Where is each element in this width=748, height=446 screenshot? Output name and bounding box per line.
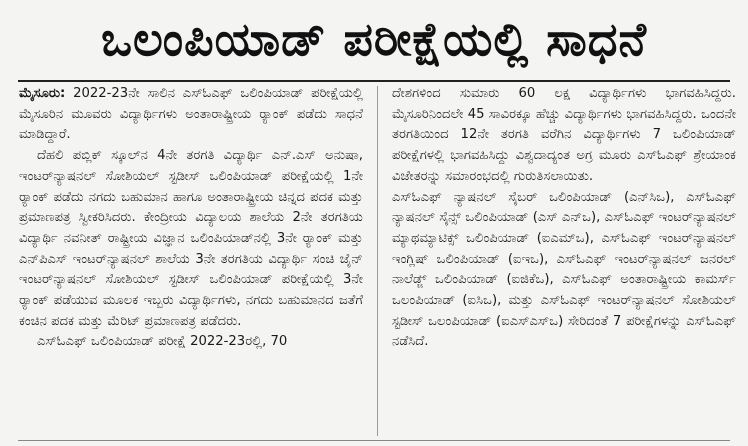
headline: ಒಲಂಪಿಯಾಡ್ ಪರೀಕ್ಷೆಯಲ್ಲಿ ಸಾಧನೆ bbox=[101, 12, 647, 66]
headline-rule bbox=[18, 80, 730, 82]
column-divider bbox=[377, 86, 378, 436]
article-column-right bbox=[392, 84, 736, 353]
article-paragraph-3: ಎಸ್‌ಓಎಫ್ ಒಲಿಂಪಿಯಾಡ್ ಪರೀಕ್ಷೆ 2022-23ರಲ್ಲಿ, 70 bbox=[37, 334, 288, 350]
article-column-left bbox=[19, 84, 363, 353]
bottom-rule bbox=[18, 440, 730, 441]
article-paragraph-1-text: 2022-23ನೇ ಸಾಲಿನ ಎಸ್‌ಓಎಫ್ ಒಲಿಂಪಿಯಾಡ್ ಪರೀಕ್ಷೆಯಲ್ಲಿ ಮೈಸೂರಿನ ಮೂವರು ವಿದ್ಯಾರ್ಥಿಗಳು ಅಂತಾರಾಷ್ಟ್ರೀಯ ರ‍್ಯಾಂಕ್ ಪಡೆದು ಸಾಧನೆ ಮಾಡಿದ್ದಾರೆ. bbox=[19, 86, 363, 143]
article-paragraph-4: ದೇಶಗಳಿಂದ ಸುಮಾರು 60 ಲಕ್ಷ ವಿದ್ಯಾರ್ಥಿಗಳು ಭಾಗವಹಿಸಿದ್ದರು. ಮೈಸೂರಿನಿಂದಲೇ 45 ಸಾವಿರಕ್ಕೂ ಹೆಚ್ಚು ವಿದ್ಯಾರ್ಥಿಗಳು ಭಾಗವಹಿಸಿದ್ದರು. ಒಂದನೇ ತರಗತಿಯಿಂದ 12ನೇ ತರಗತಿ ವರೆಗಿನ ವಿದ್ಯಾರ್ಥಿಗಳು 7 ಒಲಿಂಪಿಯಾಡ್ ಪರೀಕ್ಷೆಗಳಲ್ಲಿ ಭಾಗವಹಿಸಿದ್ದು ವಿಶ್ವದಾದ್ಯಂತ ಅಗ್ರ ಮೂರು ಎಸ್‌ಓಎಫ್ ಶ್ರೇಯಾಂಕ ವಿಜೇತರನ್ನು ಸಮಾರಂಭದಲ್ಲಿ ಗುರುತಿಸಲಾಯಿತು. bbox=[392, 86, 736, 184]
article-paragraph-1 bbox=[19, 84, 363, 146]
dateline: ಮೈಸೂರು: bbox=[19, 86, 66, 101]
article-paragraph-2: ದೆಹಲಿ ಪಬ್ಲಿಕ್ ಸ್ಕೂಲ್‌ನ 4ನೇ ತರಗತಿ ವಿದ್ಯಾರ್ಥಿ ಎನ್.ಎಸ್ ಅನುಷಾ, ಇಂಟರ್‌ನ್ಯಾಷನಲ್ ಸೋಶಿಯಲ್ ಸ್ಟಡೀಸ್ ಒಲಿಂಪಿಯಾಡ್ ಪರೀಕ್ಷೆಯಲ್ಲಿ 1ನೇ ರ‍್ಯಾಂಕ್ ಪಡೆದು ನಗದು ಬಹುಮಾನ ಹಾಗೂ ಅಂತಾರಾಷ್ಟ್ರೀಯ ಚಿನ್ನದ ಪದಕ ಮತ್ತು ಪ್ರಮಾಣಪತ್ರ ಸ್ವೀಕರಿಸಿದರು. ಕೇಂದ್ರೀಯ ವಿದ್ಯಾಲಯ ಶಾಲೆಯ 2ನೇ ತರಗತಿಯ ವಿದ್ಯಾರ್ಥಿ ನವನೀತ್ ರಾಷ್ಟ್ರೀಯ ವಿಜ್ಞಾನ ಒಲಿಂಪಿಯಾಡ್‌ನಲ್ಲಿ 3ನೇ ರ‍್ಯಾಂಕ್ ಮತ್ತು ಎನ್‌ಪಿಎಸ್ ಇಂಟರ್‌ನ್ಯಾಷನಲ್ ಶಾಲೆಯ 3ನೇ ತರಗತಿಯ ವಿದ್ಯಾರ್ಥಿ ಸಂಚಿ ಜೈನ್ ಇಂಟರ್‌ನ್ಯಾಷನಲ್ ಸೋಶಿಯಲ್ ಸ್ಟಡೀಸ್ ಒಲಿಂಪಿಯಾಡ್ ಪರೀಕ್ಷೆಯಲ್ಲಿ 3ನೇ ರ‍್ಯಾಂಕ್ ಪಡೆಯುವ ಮೂಲಕ ಇಬ್ಬರು ವಿದ್ಯಾರ್ಥಿಗಳು, ನಗದು ಬಹುಮಾನದ ಜತೆಗೆ ಕಂಚಿನ ಪದಕ ಮತ್ತು ಮೆರಿಟ್ ಪ್ರಮಾಣಪತ್ರ ಪಡೆದರು. bbox=[19, 148, 363, 329]
article-paragraph-5: ಎಸ್‌ಓಎಫ್ ನ್ಯಾಷನಲ್ ಸೈಬರ್ ಒಲಿಂಪಿಯಾಡ್ (ಎನ್‌ಸಿಒ), ಎಸ್‌ಓಎಫ್ ನ್ಯಾಷನಲ್ ಸೈನ್ಸ್ ಒಲಿಂಪಿಯಾಡ್ (ಎಸ್ ಎನ್‌ಒ), ಎಸ್‌ಓಎಫ್ ಇಂಟರ್‌ನ್ಯಾಷನಲ್ ಮ್ಯಾಥಮ್ಯಾಟಿಕ್ಸ್ ಒಲಿಂಪಿಯಾಡ್ (ಐಎಮ್‌ಒ), ಎಸ್‌ಓಎಫ್ ಇಂಟರ್‌ನ್ಯಾಷನಲ್ ಇಂಗ್ಲಿಷ್ ಒಲಿಂಪಿಯಾಡ್ (ಐಇಒ), ಎಸ್‌ಓಎಫ್ ಇಂಟರ್‌ನ್ಯಾಷನಲ್ ಜನರಲ್ ನಾಲೆಡ್ಜ್ ಒಲಿಂಪಿಯಾಡ್ (ಐಜಿಕೆಒ), ಎಸ್‌ಓಎಫ್ ಅಂತಾರಾಷ್ಟ್ರೀಯ ಕಾಮರ್ಸ್ ಒಲಂಪಿಯಾಡ್ (ಐಸಿಒ), ಮತ್ತು ಎಸ್‌ಓಎಫ್ ಇಂಟರ್‌ನ್ಯಾಷನಲ್ ಸೋಶಿಯಲ್ ಸ್ಟಡೀಸ್ ಒಲಂಪಿಯಾಡ್ (ಐಎಸ್‌ಎಸ್‌ಒ) ಸೇರಿದಂತೆ 7 ಪರೀಕ್ಷೆಗಳನ್ನು ಎಸ್‌ಓಎಫ್ ನಡೆಸಿದೆ. bbox=[392, 189, 736, 350]
